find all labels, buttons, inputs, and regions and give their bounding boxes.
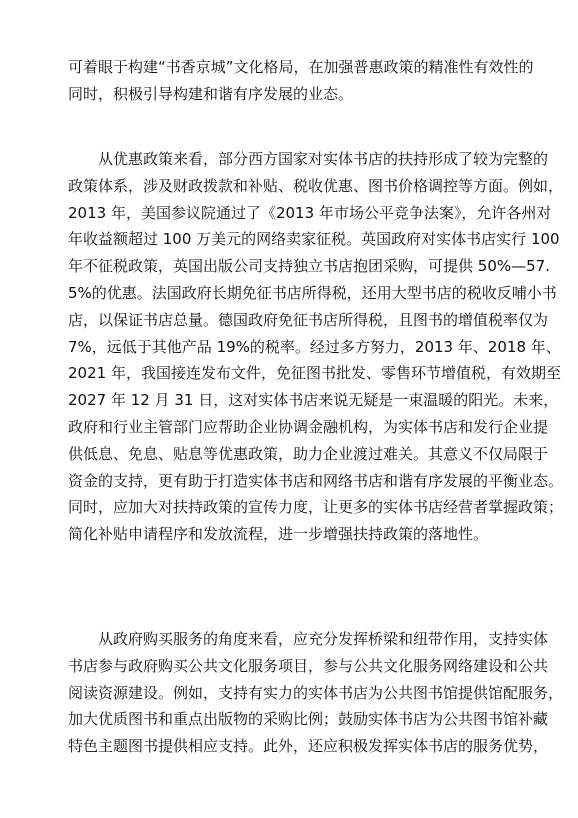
text-line: 书店参与政府购买公共文化服务项目，参与公共文化服务网络建设和公共 [68,656,549,675]
text-line: 5%的优惠。法国政府长期免征书店所得税，还用大型书店的税收反哺小书 [68,283,557,302]
text-line: 2027 年 12 月 31 日，这对实体书店来说无疑是一束温暖的阳光。未来， [68,391,559,410]
text-line: 从政府购买服务的角度来看，应充分发挥桥梁和纽带作用，支持实体 [98,630,549,648]
paragraph-1 [68,54,534,108]
text-line: 店，以保证书店总量。德国政府免征书店所得税，且图书的增值税率仅为 [68,310,549,329]
text-line: 7%，远低于其他产品 19%的税率。经过多方努力，2013 年、2018 年、 [68,337,561,356]
text-line: 年不征税政策，英国出版公司支持独立书店抱团采购，可提供 50%—57. [68,257,550,276]
paragraph-2 [68,146,563,548]
text-line: 同时，应加大对扶持政策的宣传力度，让更多的实体书店经营者掌握政策； [68,498,564,517]
text-line: 政府和行业主管部门应帮助企业协调金融机构，为实体书店和发行企业提 [68,417,549,436]
text-line: 资金的支持，更有助于打造实体书店和网络书店和谐有序发展的平衡业态。 [68,471,564,490]
text-line: 特色主题图书提供相应支持。此外，还应积极发挥实体书店的服务优势， [68,737,549,756]
paragraph-3 [68,626,563,760]
text-line: 阅读资源建设。例如，支持有实力的实体书店为公共图书馆提供馆配服务， [68,683,564,702]
text-line: 从优惠政策来看，部分西方国家对实体书店的扶持形成了较为完整的 [98,150,549,168]
text-line: 2021 年，我国接连发布文件，免征图书批发、零售环节增值税，有效期至 [68,364,561,383]
text-line: 年收益额超过 100 万美元的网络卖家征税。英国政府对实体书店实行 100 [68,230,560,249]
text-line: 供低息、免息、贴息等优惠政策，助力企业渡过难关。其意义不仅局限于 [68,444,549,463]
text-line: 加大优质图书和重点出版物的采购比例；鼓励实体书店为公共图书馆补藏 [68,710,549,729]
text-line: 2013 年，美国参议院通过了《2013 年市场公平竞争法案》，允许各州对 [68,203,552,222]
text-line: 可着眼于构建“书香京城”文化格局，在加强普惠政策的精准性有效性的 [68,58,534,76]
text-line: 简化补贴申请程序和发放流程，进一步增强扶持政策的落地性。 [68,525,489,544]
text-line: 同时，积极引导构建和谐有序发展的业态。 [68,84,354,103]
text-line: 政策体系，涉及财政拨款和补贴、税收优惠、图书价格调控等方面。例如， [68,176,564,195]
